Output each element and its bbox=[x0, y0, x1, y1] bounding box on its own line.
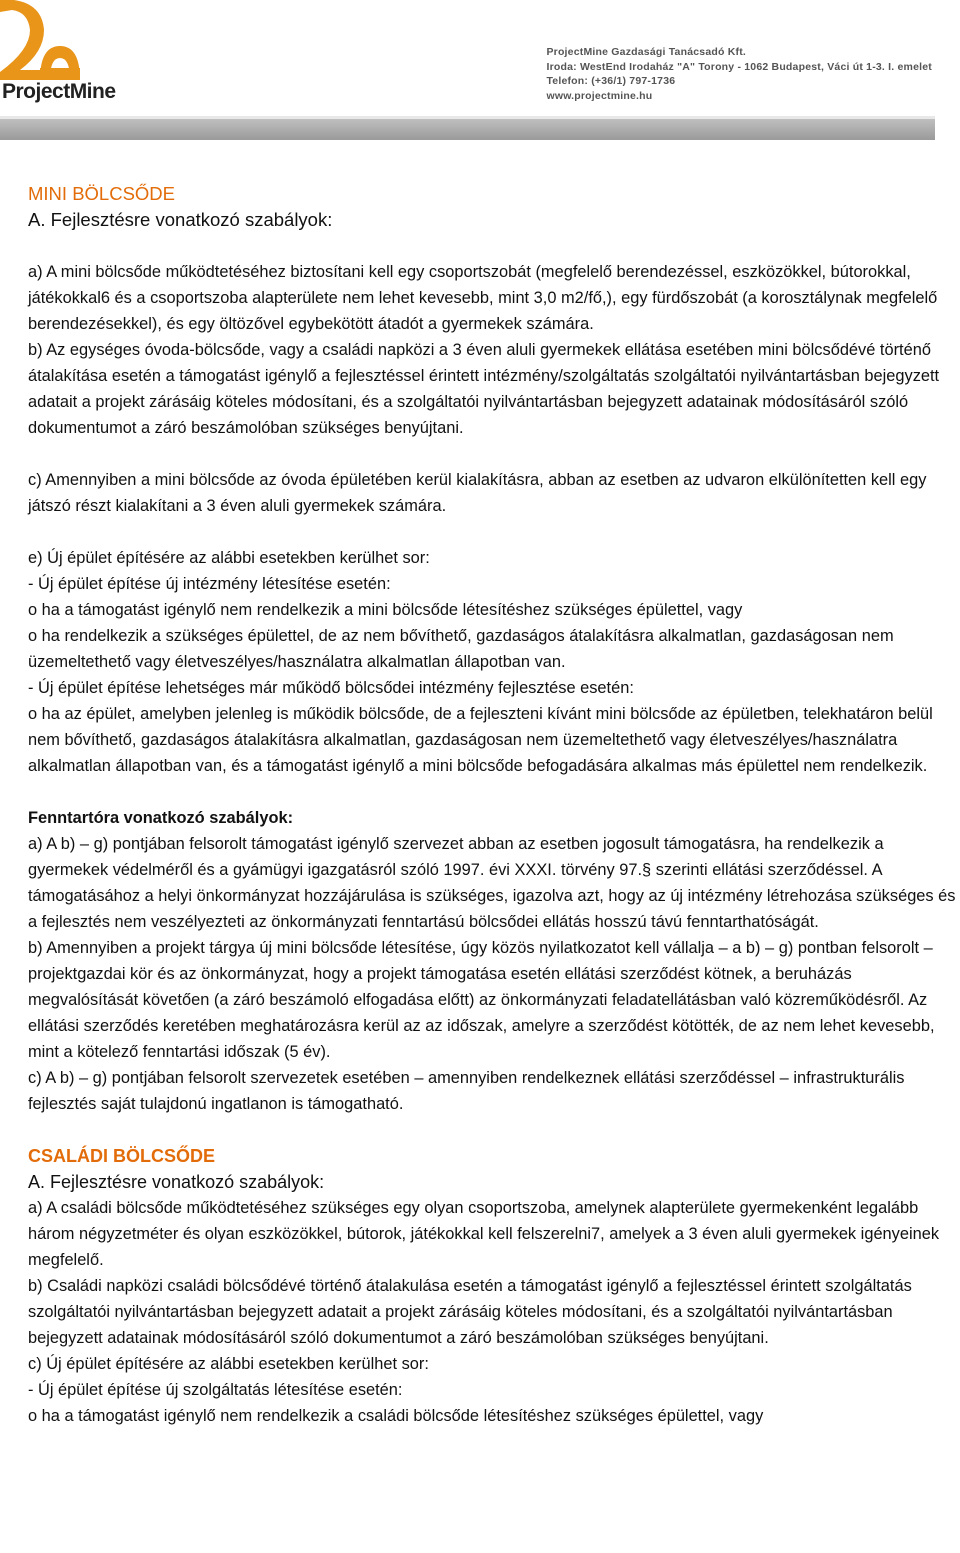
spacer bbox=[28, 779, 958, 805]
page-header bbox=[0, 0, 960, 140]
list-item: - Új épület építése új intézmény létesítése esetén: bbox=[28, 575, 391, 593]
subsection-heading bbox=[28, 207, 958, 233]
spacer bbox=[28, 441, 958, 467]
spacer bbox=[28, 233, 958, 259]
paragraph: b) Amennyiben a projekt tárgya új mini bölcsőde létesítése, úgy közös nyilatkozatot kell vállalja – a b) – g) pontban felsorolt – projektgazdai kör és az önkormányzat, hogy a projekt támogatása esetén ellátási szerződést kötnek, a beruházás megvalósítását követően (a záró beszámoló elfogadása előtt) az önkormányzati feladatellátásban való közreműködésről. Az ellátási szerződés keretében meghatározásra kerül az az időszak, amelyre a szerződést kötötték, de az nem lehet kevesebb, mint a kötelező fenntartási időszak (5 év). bbox=[28, 939, 935, 1061]
paragraph: e) Új épület építésére az alábbi esetekben kerülhet sor: bbox=[28, 549, 430, 567]
list-item: c) Új épület építésére az alábbi esetekben kerülhet sor: bbox=[28, 1355, 429, 1373]
list-item: o ha a támogatást igénylő nem rendelkezik a családi bölcsőde létesítéshez szükséges épülettel, vagy bbox=[28, 1407, 764, 1425]
logo-text: ProjectMine bbox=[2, 80, 116, 103]
list-item: - Új épület építése új szolgáltatás létesítése esetén: bbox=[28, 1381, 403, 1399]
paragraph: c) A b) – g) pontjában felsorolt szervezetek esetében – amennyiben rendelkeznek ellátási szerződéssel – infrastrukturális fejlesztés saját tulajdonú ingatlanon is támogatható. bbox=[28, 1069, 905, 1113]
section-title-fenntarto: Fenntartóra vonatkozó szabályok: bbox=[28, 809, 294, 827]
company-address: Iroda: WestEnd Irodaház "A" Torony - 1062 Budapest, Váci út 1-3. I. emelet bbox=[546, 60, 932, 73]
list-item: o ha a támogatást igénylő nem rendelkezik a mini bölcsőde létesítéshez szükséges épülettel, vagy bbox=[28, 601, 743, 619]
paragraph: a) A b) – g) pontjában felsorolt támogatást igénylő szervezet abban az esetben jogosult támogatásra, ha rendelkezik a gyermekek védelméről és a gyámügyi igazgatásról szóló 1997. évi XXXI. törvény 97.§ szerinti ellátási szerződéssel. A támogatásához a helyi önkormányzat hozzájárulása is szükséges, igazolva azt, hogy az új intézmény létrehozása szükséges és a fejlesztés nem veszélyezteti az önkormányzati fenntartású bölcsődei ellátás hosszú távú fenntarthatóságát. bbox=[28, 835, 956, 931]
projectmine-logo bbox=[0, 0, 120, 112]
section-title-mini: MINI BÖLCSŐDE bbox=[28, 183, 175, 204]
header-divider-bar bbox=[0, 119, 935, 140]
spacer bbox=[28, 519, 958, 545]
paragraph: c) Amennyiben a mini bölcsőde az óvoda épületében kerül kialakításra, abban az esetben az udvaron elkülönítetten kell egy játszó részt kialakítani a 3 éven aluli gyermekek számára. bbox=[28, 471, 927, 515]
list-item: o ha rendelkezik a szükséges épülettel, de az nem bővíthető, gazdaságos átalakításra alkalmatlan, gazdaságosan nem üzemeltethető vagy életveszélyes/használatra alkalmatlan állapotban van. bbox=[28, 627, 894, 671]
list-item: o ha az épület, amelyben jelenleg is működik bölcsőde, de a fejleszteni kívánt mini bölcsőde az épületben, telekhatáron belül nem bővíthető, gazdaságos átalakításra alkalmatlan, gazdaságosan nem üzemeltethető vagy életveszélyes/használatra alkalmatlan állapotban van, és a támogatást igénylő a mini bölcsőde befogadására alkalmas más épülettel nem rendelkezik. bbox=[28, 705, 933, 775]
company-website[interactable]: www.projectmine.hu bbox=[546, 89, 653, 102]
paragraph: b) Családi napközi családi bölcsődévé történő átalakulása esetén a támogatást igénylő a fejlesztéssel érintett szolgáltatás szolgáltatói nyilvántartásban bejegyzett adatait a projekt zárásáig köteles módosítani, és a szolgáltatói nyilvántartásban bejegyzett adatainak módosításáról szóló dokumentumot a záró beszámolóban szükséges benyújtani. bbox=[28, 1277, 912, 1347]
list-item: - Új épület építése lehetséges már működő bölcsődei intézmény fejlesztése esetén: bbox=[28, 679, 634, 697]
company-name: ProjectMine Gazdasági Tanácsadó Kft. bbox=[546, 46, 747, 58]
document-body bbox=[28, 181, 958, 1429]
paragraph: a) A családi bölcsőde működtetéséhez szükséges egy olyan csoportszoba, amelynek alapterülete gyermekenként legalább három négyzetméter és olyan eszközökkel, bútorok, játékokkal kell felszerelni7, amelyek a 3 éven aluli gyermekek igényeinek megfelelő. bbox=[28, 1199, 940, 1269]
section-title-csaladi: CSALÁDI BÖLCSŐDE bbox=[28, 1146, 216, 1166]
company-info bbox=[546, 45, 932, 103]
paragraph: a) A mini bölcsőde működtetéséhez biztosítani kell egy csoportszobát (megfelelő berendezéssel, eszközökkel, bútorokkal, játékokkal6 és a csoportszoba alapterülete nem lehet kevesebb, mint 3,0 m2/fő,), egy fürdőszobát (a korosztálynak megfelelő berendezésekkel), és egy öltözővel egybekötött átadót a gyermekek számára. bbox=[28, 263, 938, 333]
subsection-heading: A. Fejlesztésre vonatkozó szabályok: bbox=[28, 1172, 325, 1192]
spacer bbox=[28, 1117, 958, 1143]
subsection-heading-text: A. Fejlesztésre vonatkozó szabályok: bbox=[28, 209, 333, 230]
paragraph: b) Az egységes óvoda-bölcsőde, vagy a családi napközi a 3 éven aluli gyermekek ellátása esetében mini bölcsődévé történő átalakítása esetén a támogatást igénylő a fejlesztéssel érintett intézmény/szolgáltatás szolgáltatói nyilvántartásban bejegyzett adatait a projekt zárásáig köteles módosítani, és a szolgáltatói nyilvántartásban bejegyzett adatainak módosításáról szóló dokumentumot a záró beszámolóban szükséges benyújtani. bbox=[28, 341, 940, 437]
company-phone: Telefon: (+36/1) 797-1736 bbox=[546, 75, 676, 87]
